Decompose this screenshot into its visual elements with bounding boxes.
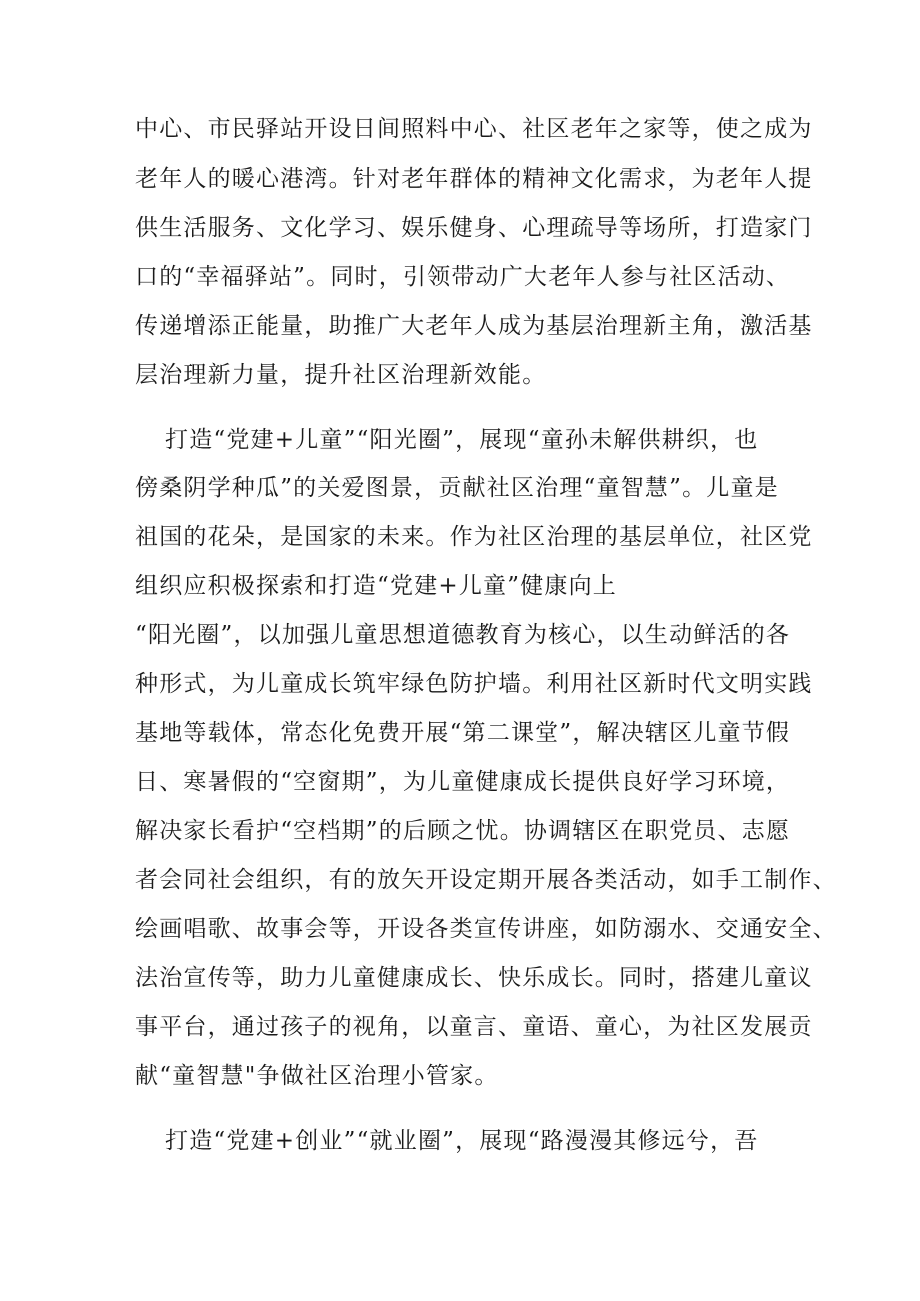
text-line: 层治理新力量，提升社区治理新效能。 (135, 362, 547, 388)
text-line: 法治宣传等，助力儿童健康成长、快乐成长。同时，搭建儿童议 (135, 965, 813, 991)
text-line: 傍桑阴学种瓜”的关爱图景，贡献社区治理“童智慧”。儿童是 (135, 475, 779, 501)
text-line: 祖国的花朵，是国家的未来。作为社区治理的基层单位，社区党 (135, 524, 813, 550)
text-line: 口的“幸福驿站”。同时，引领带动广大老年人参与社区活动、 (135, 264, 791, 290)
text-line: 献“童智慧"争做社区治理小管家。 (135, 1063, 499, 1089)
text-line: 打造“党建+儿童”“阳光圈”，展现“童孙未解供耕织，也 (165, 427, 759, 453)
text-line: 绘画唱歌、故事会等，开设各类宣传讲座，如防溺水、交通安全、 (135, 916, 837, 942)
text-line: 种形式，为儿童成长筑牢绿色防护墙。利用社区新时代文明实践 (135, 671, 813, 697)
text-line: 打造“党建+创业”“就业圈”，展现“路漫漫其修远兮，吾 (165, 1128, 759, 1154)
text-line: 事平台，通过孩子的视角，以童言、童语、童心，为社区发展贡 (135, 1014, 813, 1040)
text-line: 老年人的暖心港湾。针对老年群体的精神文化需求，为老年人提 (135, 166, 813, 192)
text-line: 解决家长看护“空档期”的后顾之忧。协调辖区在职党员、志愿 (135, 818, 791, 844)
text-line: 组织应积极探索和打造“党建+儿童”健康向上 (135, 573, 617, 599)
text-line: 基地等载体，常态化免费开展“第二课堂”，解决辖区儿童节假 (135, 720, 791, 746)
text-line: 供生活服务、文化学习、娱乐健身、心理疏导等场所，打造家门 (135, 215, 813, 241)
text-line: 者会同社会组织，有的放矢开设定期开展各类活动，如手工制作、 (135, 867, 837, 893)
text-line: 日、寒暑假的“空窗期”，为儿童健康成长提供良好学习环境， (135, 769, 791, 795)
text-line: “阳光圈”，以加强儿童思想道德教育为核心，以生动鲜活的各 (135, 622, 791, 648)
text-line: 中心、市民驿站开设日间照料中心、社区老年之家等，使之成为 (135, 116, 813, 142)
text-line: 传递增添正能量，助推广大老年人成为基层治理新主角，激活基 (135, 313, 813, 339)
